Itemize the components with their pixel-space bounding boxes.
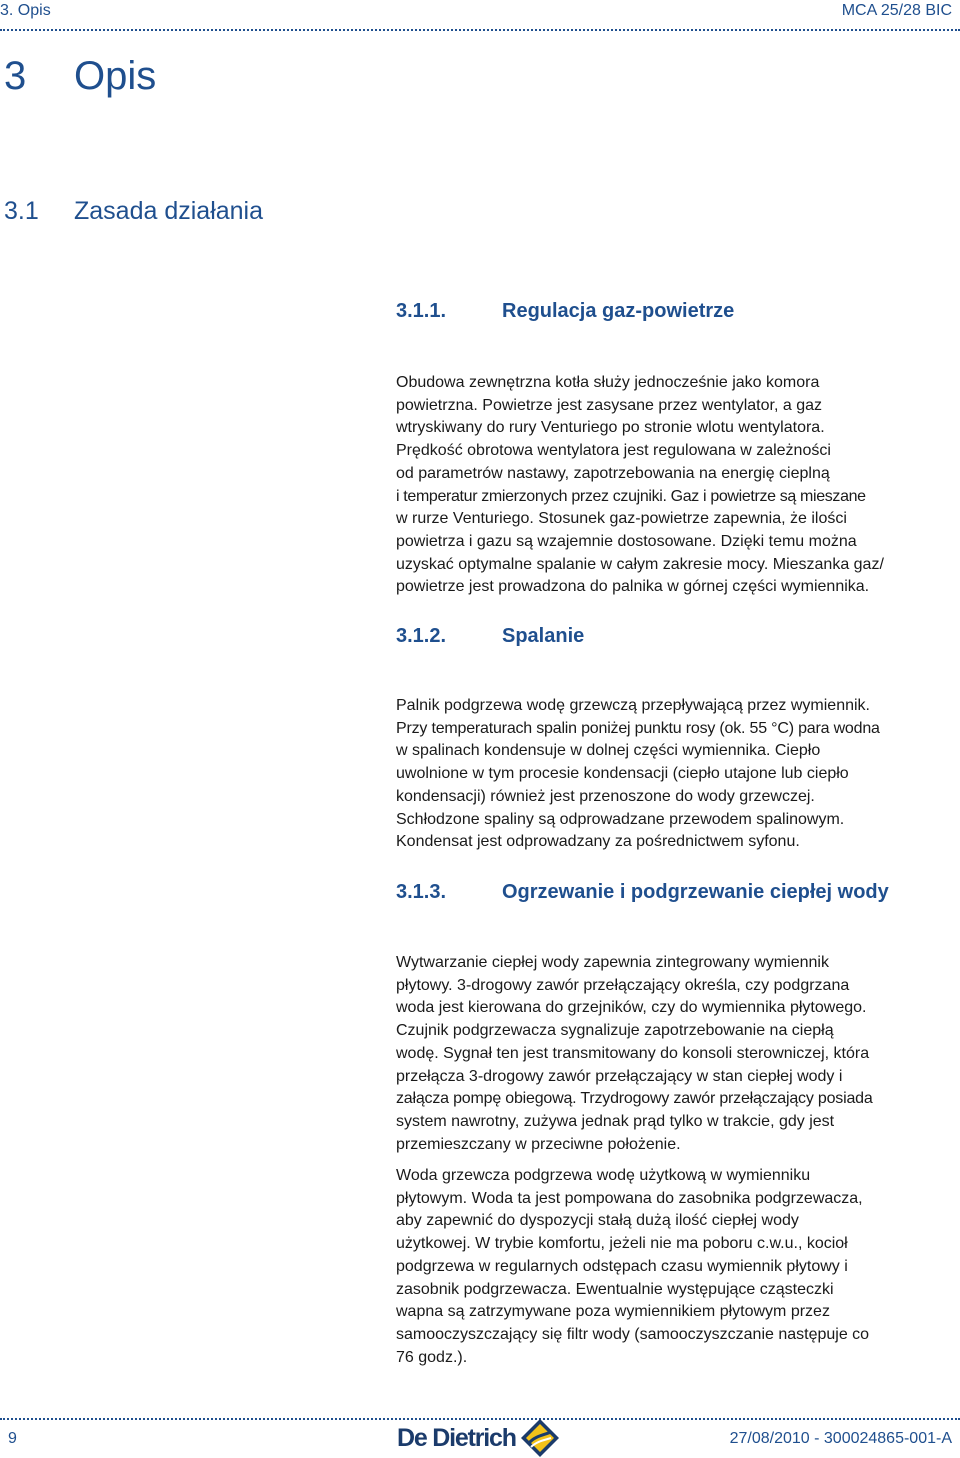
text-line: Kondensat jest odprowadzany za pośrednictwem syfonu. [396, 833, 800, 851]
text-line: podgrzewa w regularnych odstępach czasu wymiennik płytowy i [396, 1257, 848, 1275]
brand-wordmark: De Dietrich [397, 1423, 516, 1452]
text-line: płytowym. Woda ta jest pompowana do zasobnika podgrzewacza, [396, 1189, 863, 1207]
text-line: Przy temperaturach spalin poniżej punktu rosy (ok. 55 °C) para wodna [396, 719, 880, 737]
page-number: 9 [8, 1430, 17, 1447]
subsection-heading-combustion [396, 623, 584, 649]
text-line: przełącza 3-drogowy zawór przełączający w stan ciepłej wody i [396, 1067, 843, 1085]
chapter-title: Opis [74, 54, 157, 98]
text-line: w spalinach kondensuje w dolnej części wymiennika. Ciepło [396, 742, 821, 760]
text-line: system nawrotny, zużywa jednak prąd tylko w trakcie, gdy jest [396, 1112, 835, 1130]
text-line: wapna są zatrzymywane poza wymiennikiem płytowym przez [396, 1303, 830, 1321]
text-line: wodę. Sygnał ten jest transmitowany do konsoli sterowniczej, która [396, 1044, 870, 1062]
subsection-title: Regulacja gaz-powietrze [502, 300, 735, 322]
text-line: powietrze jest prowadzona do palnika w górnej części wymiennika. [396, 578, 870, 596]
text-line: Wytwarzanie ciepłej wody zapewnia zintegrowany wymiennik [396, 954, 829, 971]
text-line: woda jest kierowana do grzejników, czy do wymiennika płytowego. [396, 999, 867, 1017]
text-line: Woda grzewcza podgrzewa wodę użytkową w wymienniku [396, 1167, 811, 1184]
text-line: i temperatur zmierzonych przez czujniki. Gaz i powietrze są mieszane [396, 487, 866, 505]
subsection-title: Ogrzewanie i podgrzewanie ciepłej wody [502, 881, 889, 903]
paragraph-combustion [396, 695, 958, 854]
text-line: Palnik podgrzewa wodę grzewczą przepływającą przez wymiennik. [396, 697, 870, 714]
chapter-heading [4, 50, 156, 102]
subsection-heading-heating-dhw [396, 879, 889, 905]
chapter-number: 3 [4, 54, 27, 98]
text-line: zasobnik podgrzewacza. Ewentualnie występujące cząsteczki [396, 1280, 834, 1298]
paragraph-storage-tank [396, 1165, 958, 1369]
subsection-title: Spalanie [502, 625, 585, 647]
running-header-chapter: 3. Opis [0, 2, 51, 19]
subsection-heading-gas-air [396, 298, 734, 324]
text-line: powietrza i gazu są wzajemnie dostosowane. Dzięki temu można [396, 532, 857, 550]
subsection-number: 3.1.3. [396, 881, 447, 903]
brand-logo [397, 1418, 560, 1458]
text-line: aby zapewnić do dyspozycji stałą dużą ilość ciepłej wody [396, 1212, 799, 1230]
subsection-number: 3.1.1. [396, 300, 447, 322]
text-line: przemieszczany w przeciwne położenie. [396, 1135, 681, 1153]
de-dietrich-diamond-logo-icon [520, 1418, 560, 1458]
running-header-model: MCA 25/28 BIC [841, 2, 952, 19]
text-line: Czujnik podgrzewacza sygnalizuje zapotrzebowanie na ciepłą [396, 1022, 834, 1040]
paragraph-gas-air [396, 372, 958, 599]
text-line: użytkowej. W trybie komfortu, jeżeli nie ma poboru c.w.u., kocioł [396, 1235, 848, 1253]
section-heading [4, 194, 263, 228]
text-line: w rurze Venturiego. Stosunek gaz-powietrze zapewnia, że ilości [396, 510, 847, 528]
document-code: 27/08/2010 - 300024865-001-A [729, 1430, 952, 1447]
text-line: Obudowa zewnętrzna kotła służy jednocześnie jako komora [396, 374, 820, 391]
text-line: kondensacji) również jest przenoszone do wody grzewczej. [396, 787, 815, 805]
text-line: powietrzna. Powietrze jest zasysane przez wentylator, a gaz [396, 396, 822, 414]
text-line: Schłodzone spaliny są odprowadzane przewodem spalinowym. [396, 810, 845, 828]
section-number: 3.1 [4, 197, 39, 225]
subsection-number: 3.1.2. [396, 625, 447, 647]
text-line: 76 godz.). [396, 1348, 468, 1366]
text-line: załącza pompę obiegową. Trzydrogowy zawór przełączający posiada [396, 1090, 873, 1108]
text-line: uzyskać optymalne spalanie w całym zakresie mocy. Mieszanka gaz/ [396, 555, 884, 573]
text-line: samooczyszczający się filtr wody (samooczyszczanie następuje co [396, 1325, 870, 1343]
paragraph-dhw-production [396, 952, 958, 1156]
text-line: uwolnione w tym procesie kondensacji (ciepło utajone lub ciepło [396, 765, 849, 783]
text-line: wtryskiwany do rury Venturiego po stronie wlotu wentylatora. [396, 419, 825, 437]
header-divider [0, 29, 960, 31]
text-line: Prędkość obrotowa wentylatora jest regulowana w zależności [396, 442, 831, 460]
section-title: Zasada działania [74, 197, 264, 225]
text-line: płytowy. 3-drogowy zawór przełączający określa, czy podgrzana [396, 976, 850, 994]
text-line: od parametrów nastawy, zapotrzebowania na energię cieplną [396, 464, 830, 482]
